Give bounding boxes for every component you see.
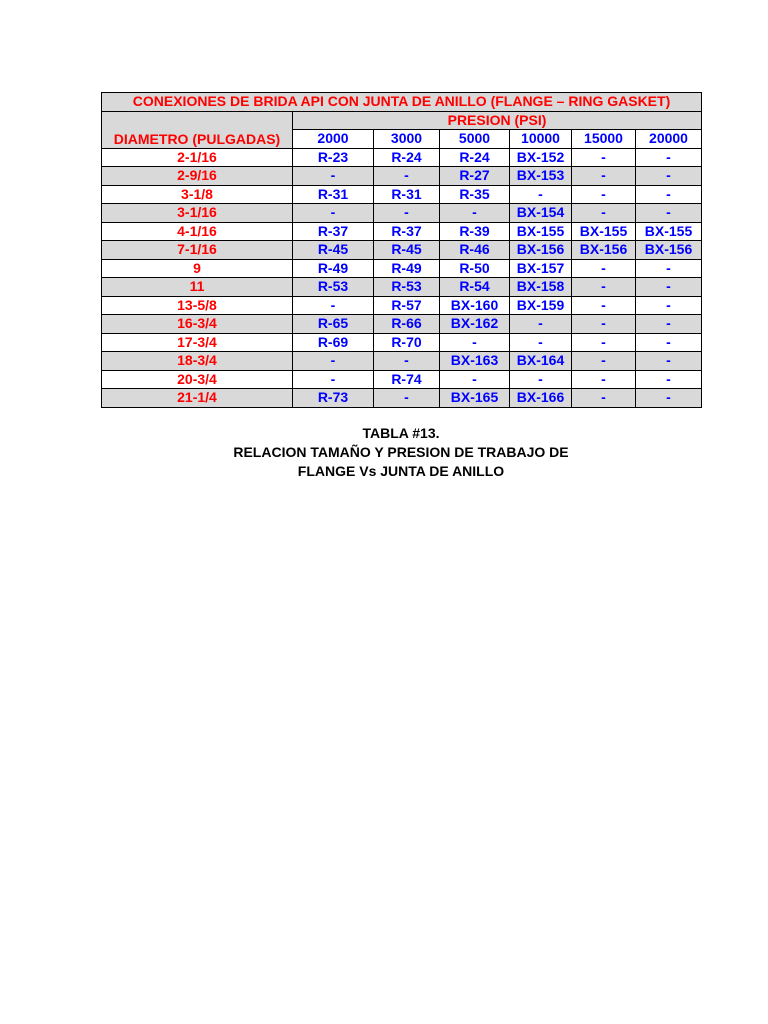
table-row [102,222,702,241]
gasket-cell: - [572,204,636,223]
gasket-cell: - [636,167,702,186]
gasket-cell: - [636,352,702,371]
gasket-cell: - [510,185,572,204]
gasket-cell: R-37 [374,222,440,241]
gasket-cell: R-24 [440,148,510,167]
diameter-cell: 21-1/4 [102,389,293,408]
diameter-cell: 17-3/4 [102,333,293,352]
gasket-cell: - [440,370,510,389]
diameter-cell: 2-9/16 [102,167,293,186]
pressure-header-cell: 3000 [374,130,440,149]
gasket-cell: - [636,370,702,389]
diameter-cell: 11 [102,278,293,297]
gasket-cell: - [572,370,636,389]
diameter-cell: 7-1/16 [102,241,293,260]
gasket-cell: BX-154 [510,204,572,223]
table-row [102,204,702,223]
gasket-cell: R-53 [374,278,440,297]
pressure-header-row [102,111,702,130]
gasket-cell: - [636,204,702,223]
gasket-cell: BX-157 [510,259,572,278]
gasket-cell: - [636,389,702,408]
table-title-row [102,93,702,112]
gasket-cell: - [572,315,636,334]
diameter-cell: 18-3/4 [102,352,293,371]
pressure-header-cell: 5000 [440,130,510,149]
gasket-cell: - [636,185,702,204]
gasket-cell: - [636,333,702,352]
table-title: CONEXIONES DE BRIDA API CON JUNTA DE ANILLO (FLANGE – RING GASKET) [102,93,702,112]
table-row [102,315,702,334]
gasket-cell: R-65 [293,315,374,334]
diameter-cell: 9 [102,259,293,278]
gasket-cell: BX-159 [510,296,572,315]
diameter-header: DIAMETRO (PULGADAS) [102,111,293,148]
gasket-cell: - [510,315,572,334]
gasket-cell: - [572,148,636,167]
gasket-cell: - [374,167,440,186]
gasket-cell: - [636,278,702,297]
gasket-cell: - [572,259,636,278]
gasket-cell: R-37 [293,222,374,241]
gasket-cell: - [636,315,702,334]
gasket-cell: BX-156 [510,241,572,260]
gasket-cell: R-45 [293,241,374,260]
gasket-cell: R-69 [293,333,374,352]
gasket-cell: BX-153 [510,167,572,186]
gasket-cell: BX-166 [510,389,572,408]
gasket-cell: R-54 [440,278,510,297]
diameter-cell: 2-1/16 [102,148,293,167]
gasket-cell: BX-158 [510,278,572,297]
gasket-cell: BX-156 [636,241,702,260]
gasket-cell: R-50 [440,259,510,278]
gasket-cell: - [374,352,440,371]
gasket-cell: - [374,389,440,408]
gasket-cell: BX-155 [510,222,572,241]
gasket-cell: - [572,333,636,352]
table-row [102,185,702,204]
gasket-cell: - [636,296,702,315]
table-row [102,278,702,297]
pressure-header-cell: 10000 [510,130,572,149]
gasket-cell: - [374,204,440,223]
gasket-cell: BX-162 [440,315,510,334]
gasket-cell: - [293,204,374,223]
table-row [102,148,702,167]
gasket-cell: BX-152 [510,148,572,167]
gasket-cell: BX-163 [440,352,510,371]
table-row [102,296,702,315]
diameter-cell: 16-3/4 [102,315,293,334]
table-row [102,167,702,186]
gasket-cell: R-27 [440,167,510,186]
table-row [102,333,702,352]
pressure-header: PRESION (PSI) [293,111,702,130]
caption-line-2: RELACION TAMAÑO Y PRESION DE TRABAJO DE FLANGE Vs JUNTA DE ANILLO [233,444,569,479]
gasket-cell: - [572,185,636,204]
gasket-cell: - [572,296,636,315]
gasket-cell: - [572,352,636,371]
gasket-cell: BX-165 [440,389,510,408]
gasket-cell: R-53 [293,278,374,297]
gasket-cell: - [293,167,374,186]
gasket-cell: R-70 [374,333,440,352]
pressure-header-cell: 2000 [293,130,374,149]
gasket-cell: BX-155 [636,222,702,241]
pressure-header-cell: 15000 [572,130,636,149]
diameter-cell: 4-1/16 [102,222,293,241]
gasket-cell: BX-164 [510,352,572,371]
table-row [102,259,702,278]
gasket-cell: BX-160 [440,296,510,315]
gasket-cell: R-46 [440,241,510,260]
gasket-cell: R-31 [374,185,440,204]
gasket-cell: - [510,333,572,352]
pressure-header-cell: 20000 [636,130,702,149]
table-caption [101,424,701,481]
table-row [102,352,702,371]
gasket-cell: R-73 [293,389,374,408]
gasket-cell: - [636,259,702,278]
gasket-cell: - [293,296,374,315]
gasket-cell: R-31 [293,185,374,204]
ring-gasket-table [101,92,702,408]
gasket-cell: R-49 [374,259,440,278]
gasket-cell: R-49 [293,259,374,278]
gasket-cell: BX-156 [572,241,636,260]
gasket-cell: - [572,389,636,408]
diameter-cell: 13-5/8 [102,296,293,315]
gasket-cell: - [510,370,572,389]
gasket-cell: R-35 [440,185,510,204]
gasket-cell: - [572,167,636,186]
gasket-cell: R-39 [440,222,510,241]
gasket-cell: R-24 [374,148,440,167]
gasket-cell: R-57 [374,296,440,315]
diameter-cell: 3-1/8 [102,185,293,204]
diameter-cell: 20-3/4 [102,370,293,389]
gasket-cell: - [636,148,702,167]
gasket-cell: - [293,352,374,371]
gasket-cell: - [440,333,510,352]
gasket-cell: - [293,370,374,389]
gasket-cell: - [572,278,636,297]
gasket-cell: R-23 [293,148,374,167]
gasket-cell: R-66 [374,315,440,334]
diameter-cell: 3-1/16 [102,204,293,223]
gasket-cell: - [440,204,510,223]
gasket-cell: R-74 [374,370,440,389]
caption-line-1: TABLA #13. [362,425,440,441]
gasket-cell: BX-155 [572,222,636,241]
gasket-cell: R-45 [374,241,440,260]
table-row [102,241,702,260]
table-row [102,389,702,408]
table-row [102,370,702,389]
